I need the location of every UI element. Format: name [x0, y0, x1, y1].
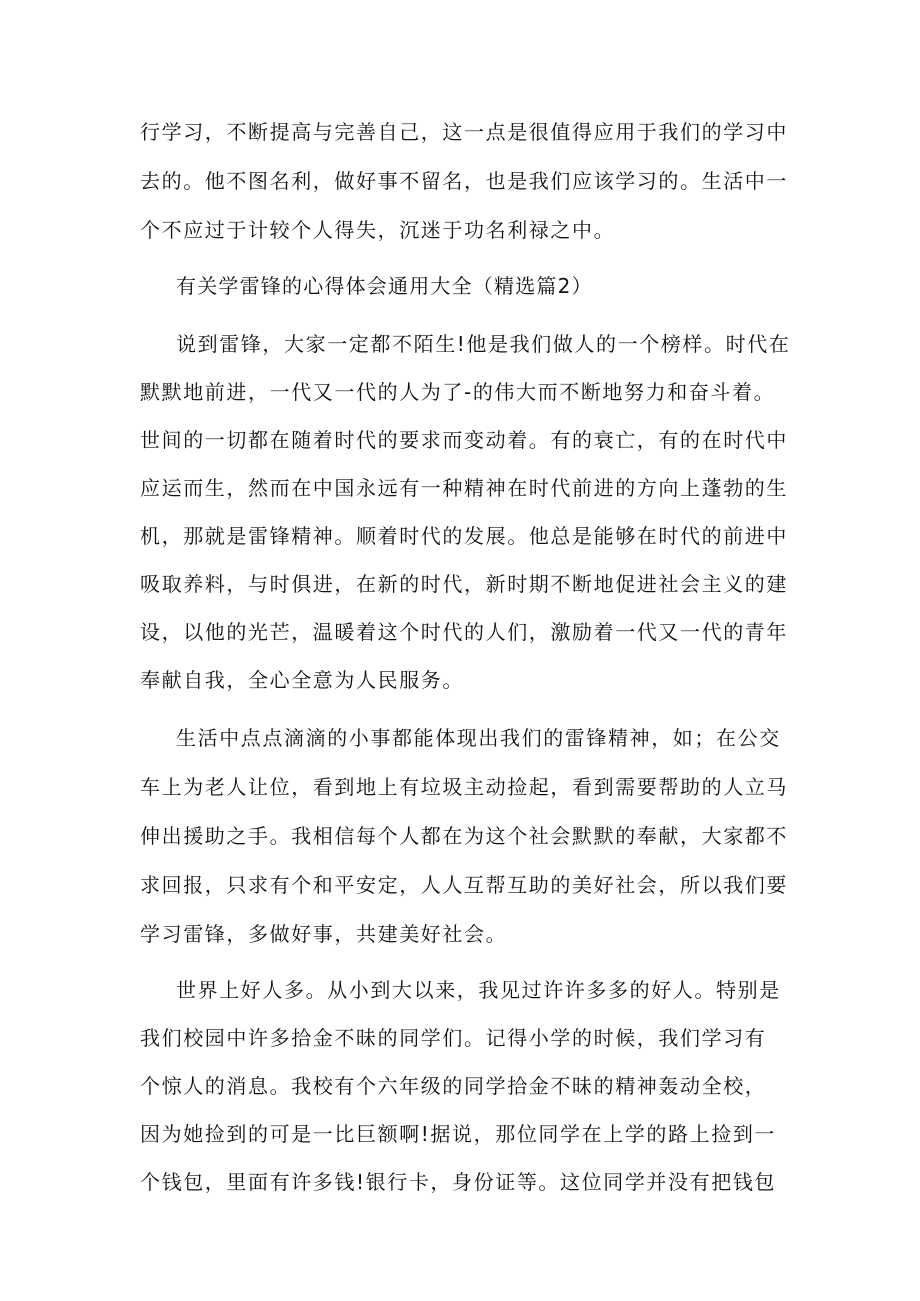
text-line: 个不应过于计较个人得失，沉迷于功名利禄之中。	[140, 218, 616, 242]
text-line: 设，以他的光芒，温暖着这个时代的人们，激励着一代又一代的青年	[140, 620, 788, 644]
text-line: 默默地前进，一代又一代的人为了-的伟大而不断地努力和奋斗着。	[140, 380, 776, 404]
text-line: 机，那就是雷锋精神。顺着时代的发展。他总是能够在时代的前进中	[140, 524, 788, 548]
text-line: 个惊人的消息。我校有个六年级的同学拾金不昧的精神轰动全校，	[140, 1074, 767, 1098]
text-line: 说到雷锋，大家一定都不陌生!他是我们做人的一个榜样。时代在	[176, 332, 791, 356]
text-line: 求回报，只求有个和平安定，人人互帮互助的美好社会，所以我们要	[140, 873, 788, 897]
text-line: 个钱包，里面有许多钱!银行卡，身份证等。这位同学并没有把钱包	[140, 1170, 777, 1194]
text-line: 我们校园中许多拾金不昧的同学们。记得小学的时候，我们学习有	[140, 1026, 767, 1050]
text-line: 奉献自我，全心全意为人民服务。	[140, 668, 464, 692]
text-line: 世间的一切都在随着时代的要求而变动着。有的衰亡，有的在时代中	[140, 428, 788, 452]
text-line: 生活中点点滴滴的小事都能体现出我们的雷锋精神，如；在公交	[176, 726, 781, 750]
text-line: 去的。他不图名利，做好事不留名，也是我们应该学习的。生活中一	[140, 169, 788, 193]
text-line: 学习雷锋，多做好事，共建美好社会。	[140, 922, 508, 946]
text-line: 伸出援助之手。我相信每个人都在为这个社会默默的奉献，大家都不	[140, 824, 788, 848]
text-line: 应运而生，然而在中国永远有一种精神在时代前进的方向上蓬勃的生	[140, 476, 788, 500]
text-line: 车上为老人让位，看到地上有垃圾主动捡起，看到需要帮助的人立马	[140, 775, 788, 799]
section-heading: 有关学雷锋的心得体会通用大全（精选篇2）	[176, 274, 593, 298]
text-line: 行学习，不断提高与完善自己，这一点是很值得应用于我们的学习中	[140, 120, 788, 144]
text-line: 因为她捡到的可是一比巨额啊!据说，那位同学在上学的路上捡到一	[140, 1122, 777, 1146]
text-line: 吸取养料，与时俱进，在新的时代，新时期不断地促进社会主义的建	[140, 572, 788, 596]
text-line: 世界上好人多。从小到大以来，我见过许许多多的好人。特别是	[176, 978, 781, 1002]
